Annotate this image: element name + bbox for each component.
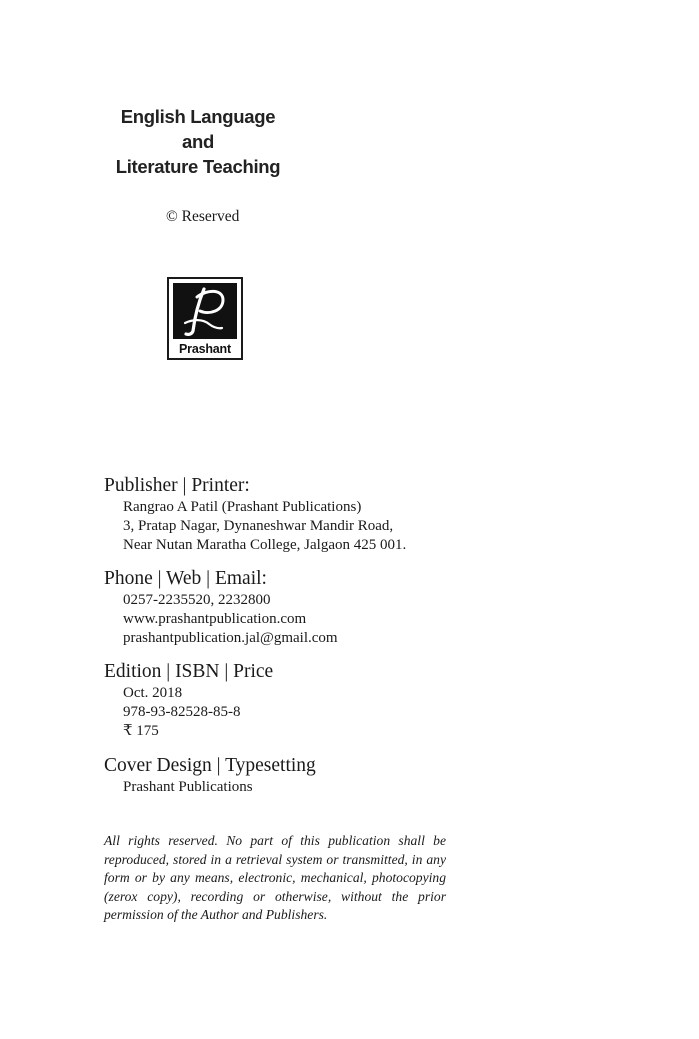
design-heading: Cover Design | Typesetting (104, 755, 316, 776)
logo-monogram-letter: P (210, 306, 212, 308)
rights-notice: All rights reserved. No part of this publication shall be reproduced, stored in a retrieval system or transmitted, in any form or by any means, electronic, mechanical, photocopying (zerox copy), recording or otherwise, without the prior permission of the Author and Publishers. (104, 833, 446, 923)
logo-monogram-svg (173, 283, 237, 339)
isbn: 978-93-82528-85-8 (123, 704, 241, 720)
logo-monogram-icon (173, 283, 237, 339)
copyright-notice: © Reserved (166, 208, 240, 225)
edition-heading: Edition | ISBN | Price (104, 661, 274, 682)
book-title-line-3: Literature Teaching (115, 156, 281, 177)
publisher-line: Near Nutan Maratha College, Jalgaon 425 001. (123, 537, 407, 553)
contact-heading: Phone | Web | Email: (104, 568, 267, 589)
phone-numbers: 0257-2235520, 2232800 (123, 592, 271, 608)
email: prashantpublication.jal@gmail.com (123, 630, 338, 646)
edition-section (104, 661, 273, 741)
edition-date: Oct. 2018 (123, 685, 183, 701)
price: ₹ 175 (123, 723, 159, 739)
contact-section (104, 568, 338, 648)
design-credit: Prashant Publications (123, 779, 253, 795)
logo-name: Prashant (179, 342, 231, 356)
publisher-line: 3, Pratap Nagar, Dynaneshwar Mandir Road, (123, 518, 394, 534)
website: www.prashantpublication.com (123, 611, 307, 627)
book-title-line-1: English Language (120, 106, 276, 127)
publisher-heading: Publisher | Printer: (104, 475, 250, 496)
design-section (104, 755, 316, 797)
book-title-line-2: and (182, 131, 214, 152)
publisher-line: Rangrao A Patil (Prashant Publications) (123, 499, 362, 515)
publisher-section (104, 475, 406, 555)
publisher-logo (167, 277, 243, 360)
book-title (108, 104, 288, 179)
